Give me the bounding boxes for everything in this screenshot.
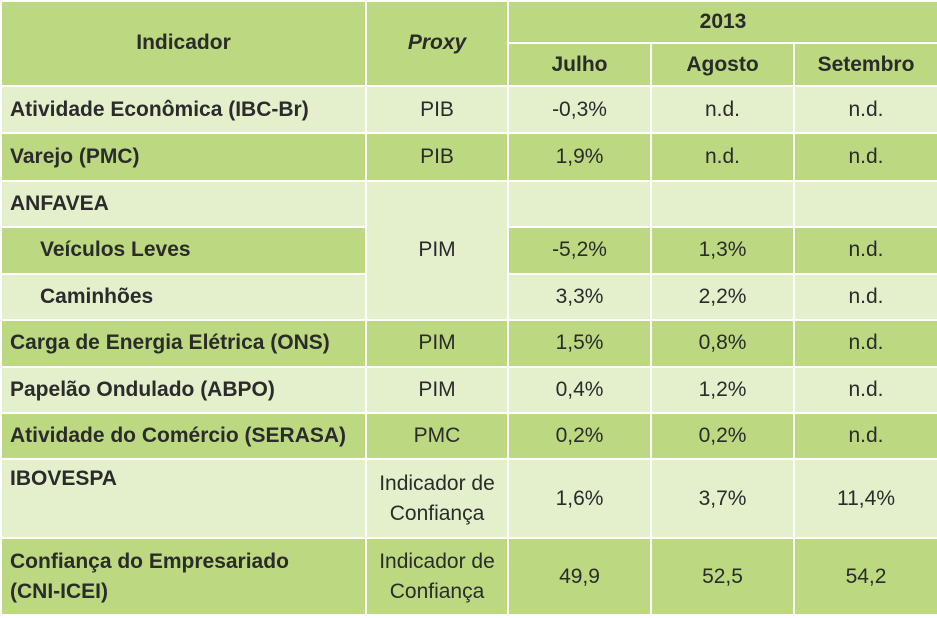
table-row [1,413,937,459]
row-agosto: 52,5 [651,538,794,615]
row-indicador: Caminhões [1,274,366,320]
row-setembro: n.d. [794,413,937,459]
row-agosto: 2,2% [651,274,794,320]
row-julho [508,181,651,227]
row-indicador: ANFAVEA [1,181,366,227]
row-julho: -5,2% [508,227,651,273]
row-proxy-line1: Indicador de [379,471,495,495]
row-indicador-line1: Confiança do Empresariado [10,549,289,573]
row-agosto: 1,2% [651,367,794,413]
row-proxy: PIB [366,133,508,180]
row-agosto: 3,7% [651,459,794,538]
row-proxy-line1: Indicador de [379,549,495,573]
row-proxy: PIM [366,320,508,366]
header-indicador: Indicador [1,1,366,86]
row-julho: 0,4% [508,367,651,413]
row-setembro: n.d. [794,367,937,413]
row-setembro: 11,4% [794,459,937,538]
row-julho: -0,3% [508,86,651,133]
header-month-julho: Julho [508,43,651,85]
row-indicador: Varejo (PMC) [1,133,366,180]
table-row [1,367,937,413]
row-proxy: PMC [366,413,508,459]
header-year: 2013 [508,1,937,43]
row-indicador [1,538,366,615]
header-month-setembro: Setembro [794,43,937,85]
row-proxy: PIM [366,181,508,320]
row-agosto: 1,3% [651,227,794,273]
row-indicador: Veículos Leves [1,227,366,273]
table-row [1,538,937,615]
row-setembro: n.d. [794,86,937,133]
row-setembro: n.d. [794,320,937,366]
header-proxy: Proxy [366,1,508,86]
row-agosto [651,181,794,227]
row-proxy: PIM [366,367,508,413]
row-indicador-line2: (CNI-ICEI) [10,579,108,603]
row-julho: 1,5% [508,320,651,366]
row-proxy [366,459,508,538]
table-row [1,459,937,538]
row-indicador: Atividade do Comércio (SERASA) [1,413,366,459]
row-agosto: n.d. [651,133,794,180]
row-setembro: 54,2 [794,538,937,615]
row-indicador: Atividade Econômica (IBC-Br) [1,86,366,133]
row-setembro [794,181,937,227]
row-julho: 1,9% [508,133,651,180]
row-agosto: 0,2% [651,413,794,459]
table-row [1,86,937,133]
table-row [1,133,937,180]
row-proxy: PIB [366,86,508,133]
table-row [1,320,937,366]
row-setembro: n.d. [794,133,937,180]
row-indicador: Carga de Energia Elétrica (ONS) [1,320,366,366]
row-indicador: Papelão Ondulado (ABPO) [1,367,366,413]
row-julho: 3,3% [508,274,651,320]
row-setembro: n.d. [794,227,937,273]
row-indicador: IBOVESPA [1,459,366,538]
row-agosto: 0,8% [651,320,794,366]
row-proxy [366,538,508,615]
row-julho: 49,9 [508,538,651,615]
row-setembro: n.d. [794,274,937,320]
row-proxy-line2: Confiança [389,501,485,525]
table-row [1,181,937,227]
row-julho: 1,6% [508,459,651,538]
row-julho: 0,2% [508,413,651,459]
row-proxy-line2: Confiança [389,579,485,603]
header-month-agosto: Agosto [651,43,794,85]
row-agosto: n.d. [651,86,794,133]
